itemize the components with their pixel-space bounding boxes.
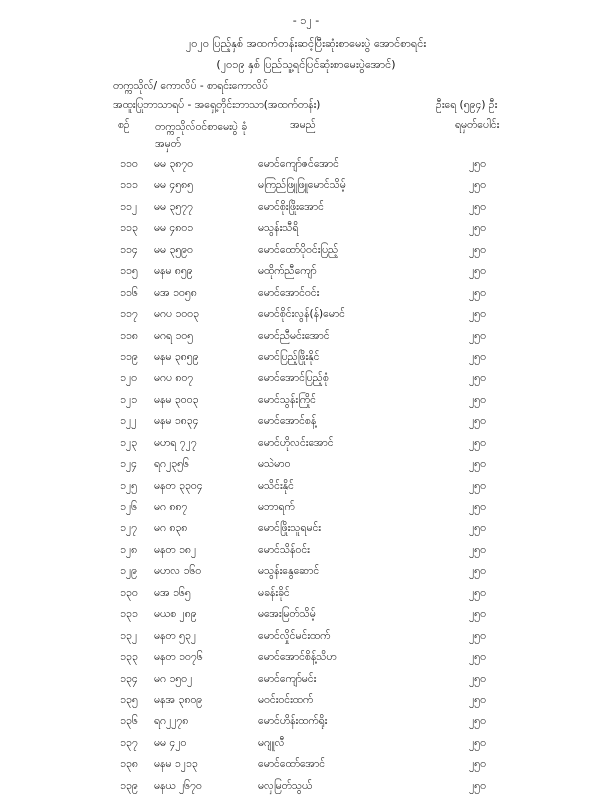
header-name: အမည် xyxy=(290,119,316,131)
table-row xyxy=(0,776,612,797)
document-title: ၂၀၂၀ ပြည့်နှစ် အထက်တန်းဆင့်ပြီးဆုံးစာမေးပွဲ အောင်စာရင်း xyxy=(185,37,427,50)
row-number: ၁၂၆ xyxy=(120,501,137,513)
row-reg-number: မမ ၄၈၀၁ xyxy=(154,222,194,235)
row-number: ၁၁၀ xyxy=(120,158,138,170)
document-subtitle: (၂၀၁၉ နှစ် ပြည်သူ့ရင်ပြင်ဆုံးစာမေးပွဲအောင်) xyxy=(216,58,396,71)
row-number: ၁၃၁ xyxy=(120,608,138,621)
row-reg-number: မဂ ၁၅၀၂ xyxy=(154,672,193,685)
row-marks: ၂၅၀ xyxy=(469,265,486,278)
table-row xyxy=(0,175,612,196)
row-name: မောင်လှိုင်မင်းထက် xyxy=(258,629,331,642)
row-marks: ၂၅၀ xyxy=(469,501,486,513)
row-marks: ၂၅၀ xyxy=(469,458,486,471)
row-number: ၁၃၇ xyxy=(120,736,138,749)
row-number: ၁၂၄ xyxy=(120,458,137,471)
row-name: မဂျူလီ xyxy=(258,736,285,749)
table-row xyxy=(0,390,612,411)
row-name: မခန်းခိုင် xyxy=(258,586,290,599)
row-reg-number: မနအ ၃၈၀၉ xyxy=(154,693,203,706)
row-name: မသိင်းနိုင် xyxy=(258,479,294,492)
row-number: ၁၂၉ xyxy=(120,565,137,578)
table-row xyxy=(0,454,612,475)
row-reg-number: မနယ ၂၆၇၀ xyxy=(154,779,202,792)
row-number: ၁၂၅ xyxy=(120,479,137,492)
row-name: မလှမြတ်သွယ် xyxy=(258,779,313,792)
row-reg-number: မနတ ၅၃၂ xyxy=(154,629,196,642)
row-name: မောင်ဟိုလင်းအောင် xyxy=(258,436,334,449)
row-name: မောင်ထော်ပိုဝင်းပြည့် xyxy=(258,243,339,256)
table-row xyxy=(0,669,612,690)
row-reg-number: မနမ ၁၈၃၄ xyxy=(154,415,199,428)
table-row xyxy=(0,733,612,754)
row-number: ၁၃၆ xyxy=(120,715,138,728)
row-marks: ၂၅၀ xyxy=(469,393,486,406)
row-name: မောင်အောင်ဝင်း xyxy=(258,286,320,299)
row-name: မအေးမြတ်သိမ့် xyxy=(258,608,316,621)
row-reg-number: မဂရ ၁၀၅ xyxy=(154,329,194,342)
table-row xyxy=(0,197,612,218)
row-marks: ၂၅၀ xyxy=(469,308,486,321)
row-number: ၁၁၃ xyxy=(120,222,138,235)
row-reg-number: မမ ၃၅၇၇ xyxy=(154,200,193,213)
row-reg-number: မဟရ ၇၂၇ xyxy=(154,436,197,449)
row-reg-number: မနတ ၁၈၂ xyxy=(154,543,197,556)
table-row xyxy=(0,690,612,711)
row-name: မောင်သိန်ဝင်း xyxy=(258,543,310,556)
row-reg-number: မနမ ၃၈၅၉ xyxy=(154,350,199,363)
row-marks: ၂၅၀ xyxy=(469,565,486,578)
results-table xyxy=(0,154,612,797)
row-reg-number: မနမ ၁၂၁၃ xyxy=(154,758,198,771)
university-line: တက္ကသိုလ်/ ကောလိပ် - စာရင်းကောလိပ် xyxy=(113,80,268,92)
row-reg-number: မယစ ၂၈၉ xyxy=(154,608,197,621)
row-number: ၁၃၂ xyxy=(120,629,137,642)
row-number: ၁၂၀ xyxy=(120,372,137,385)
row-marks: ၂၅၀ xyxy=(469,629,486,642)
row-number: ၁၃၃ xyxy=(120,651,138,664)
table-row xyxy=(0,218,612,239)
row-number: ၁၁၄ xyxy=(120,243,138,256)
row-name: မောင်အောင်စန့် xyxy=(258,415,317,428)
page-number: - ၁၂ - xyxy=(292,14,320,27)
row-marks: ၂၅၀ xyxy=(469,522,486,535)
row-name: မောင်ဖြိုးသူရမင်း xyxy=(258,522,321,535)
row-number: ၁၁၅ xyxy=(120,265,138,278)
table-row xyxy=(0,476,612,497)
row-marks: ၂၅၀ xyxy=(469,693,486,706)
row-number: ၁၂၁ xyxy=(120,393,137,406)
row-marks: ၂၅၀ xyxy=(469,479,486,492)
row-name: မောင်စိုးဖြိုးအောင် xyxy=(258,200,324,213)
table-row xyxy=(0,711,612,732)
row-marks: ၂၅၀ xyxy=(469,350,486,363)
total-count: ဦးရေ (၅၉၄) ဦး xyxy=(436,99,498,111)
row-number: ၁၂၂ xyxy=(120,415,137,428)
row-marks: ၂၅၀ xyxy=(469,672,486,685)
table-row xyxy=(0,647,612,668)
row-marks: ၂၅၀ xyxy=(469,329,486,342)
row-number: ၁၂၇ xyxy=(120,522,137,535)
row-marks: ၂၅၀ xyxy=(469,222,486,235)
row-marks: ၂၅၀ xyxy=(469,415,486,428)
row-reg-number: မမ ၃၅၉၀ xyxy=(154,243,193,256)
row-reg-number: မအ ၁၀၅၈ xyxy=(154,286,197,299)
table-row xyxy=(0,283,612,304)
row-marks: ၂၅၀ xyxy=(469,543,486,556)
row-name: မောင်ညီမင်းအောင် xyxy=(258,329,330,342)
row-name: မောင်အောင်ပြည့်စုံ xyxy=(258,372,329,385)
row-name: မောင်ကျော်မင်း xyxy=(258,672,317,685)
row-reg-number: မနတ ၃၃၀၄ xyxy=(154,479,203,492)
row-name: မဘာရက် xyxy=(258,501,295,513)
row-reg-number: မဂ ၈၃၈ xyxy=(154,522,188,535)
row-marks: ၂၅၀ xyxy=(469,286,486,299)
row-reg-number: မဟလ ၁၆၀ xyxy=(154,565,202,578)
table-row xyxy=(0,326,612,347)
table-row xyxy=(0,583,612,604)
row-name: မောင်ထော်အောင် xyxy=(258,758,326,771)
row-number: ၁၂၃ xyxy=(120,436,137,449)
row-marks: ၂၅၀ xyxy=(469,758,486,771)
row-marks: ၂၅၀ xyxy=(469,200,486,213)
row-number: ၁၃၀ xyxy=(120,586,138,599)
row-marks: ၂၅၀ xyxy=(469,436,486,449)
row-reg-number: ရဂ၂၂၇၈ xyxy=(154,715,189,728)
table-row xyxy=(0,261,612,282)
row-name: မောင်ဟိန်းထက်ရိုး xyxy=(258,715,328,728)
row-reg-number: မနမ ၈၅၉ xyxy=(154,265,193,278)
header-no: စဉ် xyxy=(118,119,130,131)
row-marks: ၂၅၀ xyxy=(469,651,486,664)
row-marks: ၂၅၀ xyxy=(469,243,486,256)
row-number: ၁၃၉ xyxy=(120,779,138,792)
row-marks: ၂၅၀ xyxy=(469,736,486,749)
table-row xyxy=(0,518,612,539)
table-row xyxy=(0,347,612,368)
row-reg-number: မမ ၄၂၀ xyxy=(154,736,187,749)
header-marks: ရမှတ်ပေါင်း xyxy=(455,119,500,131)
row-reg-number: မဂပ ၈၀၇ xyxy=(154,372,194,385)
row-reg-number: မမ ၄၅၈၅ xyxy=(154,179,194,192)
row-marks: ၂၅၀ xyxy=(469,715,486,728)
row-number: ၁၁၆ xyxy=(120,286,138,299)
row-marks: ၂၅၀ xyxy=(469,779,486,792)
row-marks: ၂၅၀ xyxy=(469,608,486,621)
row-reg-number: မမ ၃၈၇၀ xyxy=(154,158,194,170)
row-number: ၁၂၈ xyxy=(120,543,138,556)
row-name: မောင်ပြည့်ဖြိုးနိုင် xyxy=(258,350,320,363)
subject-line: အထူးပြုဘာသာရပ် - အရှေ့တိုင်းဘာသာ(အထက်တန်း) xyxy=(113,99,321,111)
row-number: ၁၁၉ xyxy=(120,350,138,363)
row-name: မကြည်ဖြူဖြူမောင်သိမ့် xyxy=(258,179,346,192)
table-row xyxy=(0,368,612,389)
table-row xyxy=(0,497,612,518)
row-reg-number: မနမ ၃၀၀၃ xyxy=(154,393,199,406)
row-name: မဝင်းဝင်းထက် xyxy=(258,693,314,706)
table-row xyxy=(0,411,612,432)
row-name: မသွန်းသီရိ xyxy=(258,222,299,235)
table-row xyxy=(0,433,612,454)
header-reg: တက္ကသိုလ်ဝင်စာမေးပွဲ ခုံအမှတ် xyxy=(155,121,248,150)
row-reg-number: မဂပ ၁၀၀၃ xyxy=(154,308,199,321)
table-row xyxy=(0,626,612,647)
row-marks: ၂၅၀ xyxy=(469,179,486,192)
row-number: ၁၁၁ xyxy=(120,179,138,192)
table-row xyxy=(0,240,612,261)
row-name: မောင်စိုင်းလွန်(န်)မောင် xyxy=(258,308,345,321)
table-row xyxy=(0,540,612,561)
row-number: ၁၃၈ xyxy=(120,758,138,771)
row-name: မသွန်းနွေဆောင် xyxy=(258,565,320,578)
row-name: မောင်အောင်စိန့်သိဟ xyxy=(258,651,337,664)
row-reg-number: မအ ၁၆၅ xyxy=(154,586,191,599)
row-name: မောင်သွန်းကြိုင် xyxy=(258,393,316,406)
row-number: ၁၁၈ xyxy=(120,329,138,342)
row-number: ၁၃၅ xyxy=(120,693,138,706)
row-marks: ၂၅၀ xyxy=(469,372,486,385)
table-row xyxy=(0,154,612,175)
row-reg-number: ရဂ၂၃၅၆ xyxy=(154,458,189,471)
table-row xyxy=(0,754,612,775)
table-row xyxy=(0,304,612,325)
row-number: ၁၁၂ xyxy=(120,200,137,213)
row-reg-number: မနတ ၁၀၇၆ xyxy=(154,651,203,664)
table-row xyxy=(0,561,612,582)
table-row xyxy=(0,604,612,625)
row-marks: ၂၅၀ xyxy=(469,586,486,599)
row-marks: ၂၅၀ xyxy=(469,158,486,170)
row-name: မထိုက်ညီကျော် xyxy=(258,265,317,278)
row-name: မောင်ကျော်ဇင်အောင် xyxy=(258,158,339,170)
row-name: မသဲမာဝ xyxy=(258,458,291,471)
row-number: ၁၃၄ xyxy=(120,672,138,685)
row-number: ၁၁၇ xyxy=(120,308,138,321)
row-reg-number: မဂ ၈၈၇ xyxy=(154,501,188,513)
